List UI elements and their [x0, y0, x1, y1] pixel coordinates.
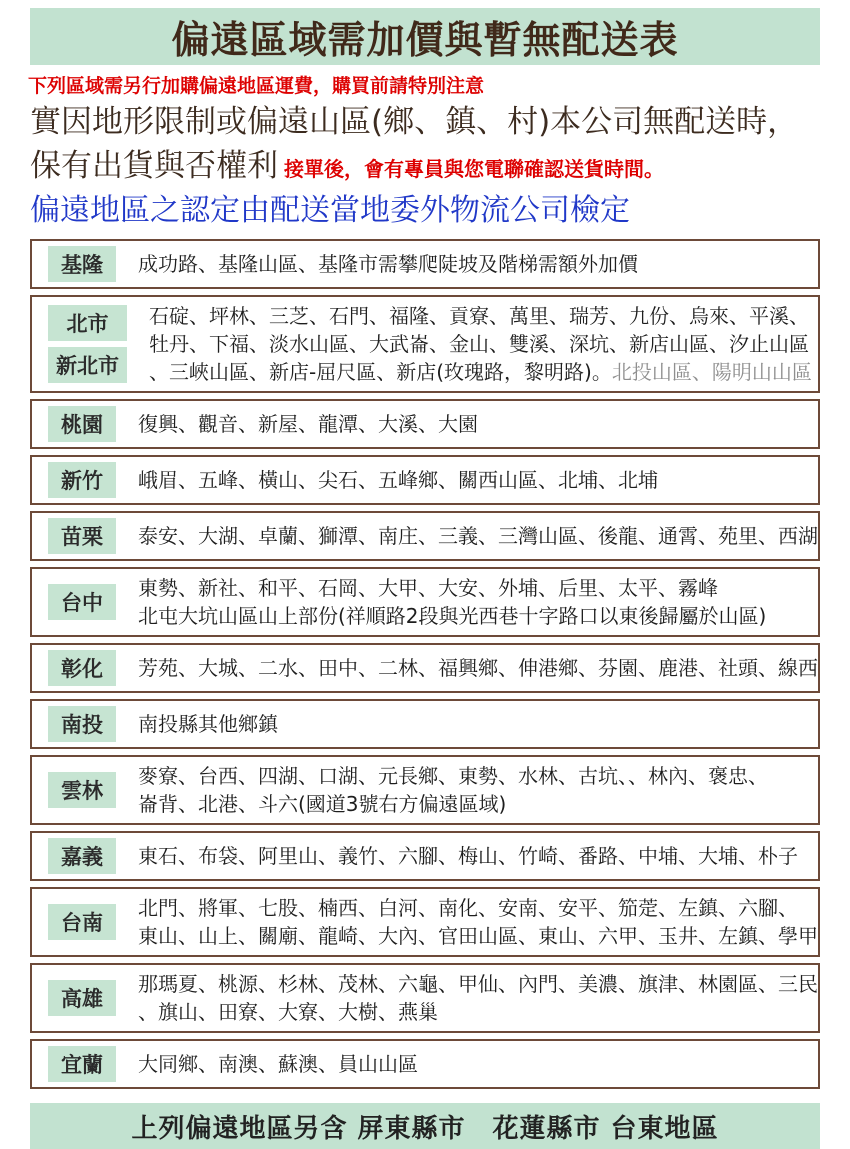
region-areas: 南投縣其他鄉鎮 — [138, 712, 278, 736]
region-label: 南投 — [48, 706, 116, 742]
table-row-chiayi — [30, 831, 820, 881]
table-row-changhua — [30, 643, 820, 693]
region-areas: 峨眉、五峰、橫山、尖石、五峰鄉、關西山區、北埔、北埔 — [138, 468, 658, 492]
intro-line-2 — [30, 144, 820, 191]
table-row-taipei-newtaipei — [30, 295, 820, 393]
region-areas: 復興、觀音、新屋、龍潭、大溪、大園 — [138, 412, 478, 436]
region-areas: 大同鄉、南澳、蘇澳、員山山區 — [138, 1052, 418, 1076]
title-band — [30, 8, 820, 65]
footer-band — [30, 1103, 820, 1149]
region-label: 台南 — [48, 904, 116, 940]
table-row-taichung — [30, 567, 820, 637]
footer-note: 上列偏遠地區另含 屏東縣市 花蓮縣市 台東地區 — [131, 1113, 719, 1144]
region-label: 新竹 — [48, 462, 116, 498]
region-areas: 麥寮、台西、四湖、口湖、元長鄉、東勢、水林、古坑、、林內、褒忠、 — [138, 764, 768, 788]
region-label: 苗栗 — [48, 518, 116, 554]
region-areas: 、旗山、田寮、大寮、大樹、燕巢 — [138, 1000, 438, 1024]
region-areas: 北門、將軍、七股、楠西、白河、南化、安南、安平、笳萣、左鎮、六腳、 — [138, 896, 798, 920]
intro-line-1: 實因地形限制或偏遠山區(鄉、鎮、村)本公司無配送時， — [30, 104, 799, 140]
table-row-nantou — [30, 699, 820, 749]
region-areas: 牡丹、下福、淡水山區、大武崙、金山、雙溪、深坑、新店山區、汐止山區 — [149, 332, 809, 356]
region-label: 台中 — [48, 584, 116, 620]
region-areas: 成功路、基隆山區、基隆市需攀爬陡坡及階梯需額外加價 — [138, 252, 638, 276]
table-row-kaohsiung — [30, 963, 820, 1033]
region-label: 北市 — [48, 305, 127, 341]
region-areas: 北屯大坑山區山上部份(祥順路2段與光西巷十字路口以東後歸屬於山區) — [138, 604, 767, 628]
table-row-miaoli — [30, 511, 820, 561]
region-table — [30, 239, 820, 1089]
table-row-taoyuan — [30, 399, 820, 449]
table-row-tainan — [30, 887, 820, 957]
table-row-hsinchu — [30, 455, 820, 505]
page-title: 偏遠區域需加價與暫無配送表 — [171, 18, 679, 62]
region-label: 雲林 — [48, 772, 116, 808]
table-row-yunlin — [30, 755, 820, 825]
table-row-yilan — [30, 1039, 820, 1089]
region-areas: 東勢、新社、和平、石岡、大甲、大安、外埔、后里、太平、霧峰 — [138, 576, 718, 600]
region-areas: 崙背、北港、斗六(國道3號右方偏遠區域) — [138, 792, 507, 816]
region-areas: 芳苑、大城、二水、田中、二林、福興鄉、伸港鄉、芬園、鹿港、社頭、線西 — [138, 656, 818, 680]
region-label: 高雄 — [48, 980, 116, 1016]
table-row-keelung — [30, 239, 820, 289]
region-label: 新北市 — [48, 347, 127, 383]
region-label: 基隆 — [48, 246, 116, 282]
region-areas: 東山、山上、關廟、龍崎、大內、官田山區、東山、六甲、玉井、左鎮、學甲 — [138, 924, 818, 948]
intro-line-2-main: 保有出貨與否權利 — [30, 148, 278, 184]
region-areas: 東石、布袋、阿里山、義竹、六腳、梅山、竹崎、番路、中埔、大埔、朴子 — [138, 844, 798, 868]
region-label: 宜蘭 — [48, 1046, 116, 1082]
region-label: 桃園 — [48, 406, 116, 442]
region-areas: 那瑪夏、桃源、杉林、茂林、六龜、甲仙、內門、美濃、旗津、林園區、三民 — [138, 972, 818, 996]
intro-line-2-red-note: 接單後，會有專員與您電聯確認送貨時間。 — [284, 157, 664, 181]
region-areas: 石碇、坪林、三芝、石門、福隆、貢寮、萬里、瑞芳、九份、烏來、平溪、 — [149, 304, 809, 328]
region-areas-muted: 北投山區、陽明山山區 — [611, 360, 812, 384]
region-areas: 、三峽山區、新店-屈尺區、新店(玫瑰路，黎明路)。北投山區、陽明山山區 — [149, 360, 812, 384]
region-label: 嘉義 — [48, 838, 116, 874]
region-areas: 泰安、大湖、卓蘭、獅潭、南庄、三義、三灣山區、後龍、通霄、苑里、西湖 — [138, 524, 818, 548]
region-label: 彰化 — [48, 650, 116, 686]
blue-definition-text: 偏遠地區之認定由配送當地委外物流公司檢定 — [30, 193, 630, 228]
top-warning-text: 下列區域需另行加購偏遠地區運費，購買前請特別注意 — [28, 75, 485, 97]
